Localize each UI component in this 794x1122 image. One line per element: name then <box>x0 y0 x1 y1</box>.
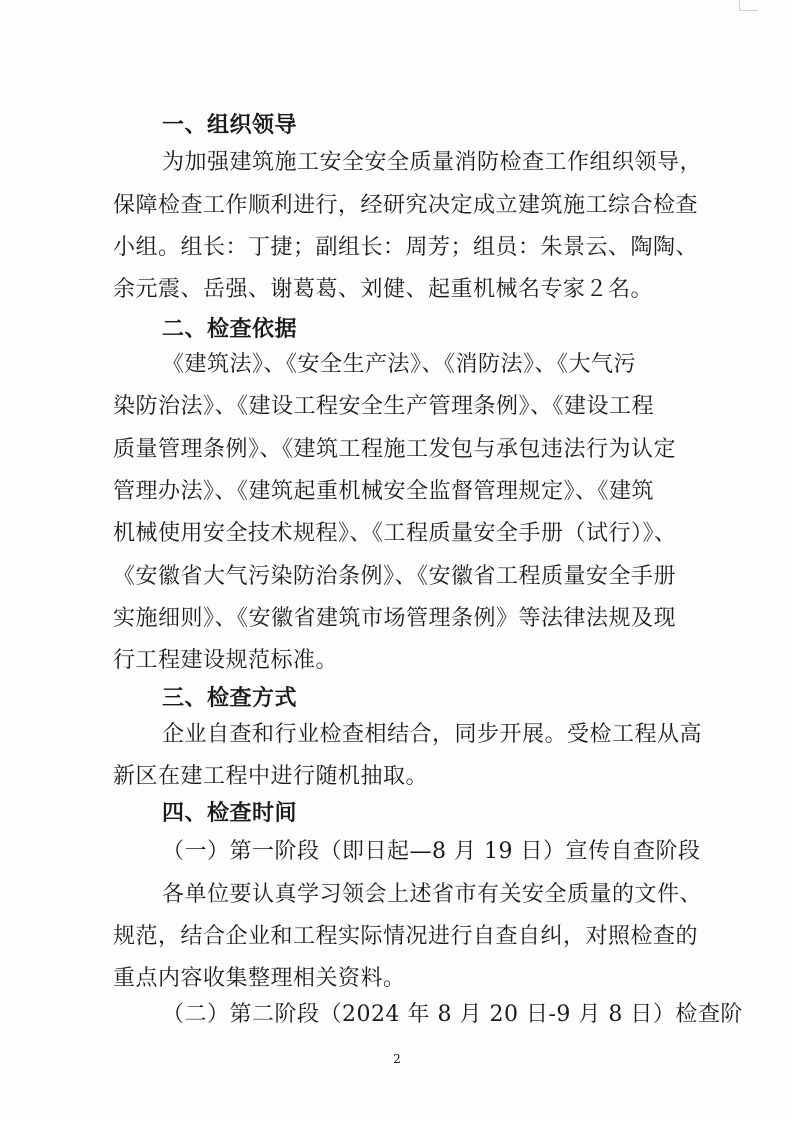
paragraph-line: 新区在建工程中进行随机抽取。 <box>113 764 429 789</box>
paragraph-line: 小组。组长：丁捷；副组长：周芳；组员：朱景云、陶陶、 <box>113 235 699 260</box>
paragraph-line: 管理办法》、《建筑起重机械安全监督管理规定》、《建筑 <box>113 479 655 504</box>
scan-corner-mark <box>739 0 758 11</box>
paragraph-line: 保障检查工作顺利进行，经研究决定成立建筑施工综合检查 <box>113 193 699 218</box>
subsection-heading-stage-two: （二）第二阶段（2024 年 8 月 20 日-9 月 8 日）检查阶 <box>162 1002 743 1027</box>
page-number: 2 <box>393 1052 401 1066</box>
paragraph-line: 机械使用安全技术规程》、《工程质量安全手册（试行）》、 <box>113 521 677 546</box>
section-heading-method: 三、检查方式 <box>162 686 298 711</box>
paragraph-line: 重点内容收集整理相关资料。 <box>113 966 406 991</box>
paragraph-line: 余元震、岳强、谢葛葛、刘健、起重机械名专家２名。 <box>113 277 654 302</box>
paragraph-line: 实施细则》、《安徽省建筑市场管理条例》等法律法规及现 <box>113 606 677 631</box>
paragraph-line: 《安徽省大气污染防治条例》、《安徽省工程质量安全手册 <box>113 564 677 589</box>
paragraph-line: 企业自查和行业检查相结合，同步开展。受检工程从高 <box>162 722 703 747</box>
paragraph-line: 行工程建设规范标准。 <box>113 648 339 673</box>
subsection-heading-stage-one: （一）第一阶段（即日起—8 月 19 日）宣传自查阶段 <box>162 839 701 864</box>
section-heading-organization: 一、组织领导 <box>162 113 298 138</box>
paragraph-line: 染防治法》、《建设工程安全生产管理条例》、《建设工程 <box>113 394 655 419</box>
section-heading-time: 四、检查时间 <box>162 801 298 826</box>
paragraph-line: 各单位要认真学习领会上述省市有关安全质量的文件、 <box>162 882 703 907</box>
paragraph-line: 质量管理条例》、《建筑工程施工发包与承包违法行为认定 <box>113 437 677 462</box>
paragraph-line: 《建筑法》、《安全生产法》、《消防法》、《大气污 <box>162 352 637 377</box>
paragraph-line: 为加强建筑施工安全安全质量消防检查工作组织领导， <box>162 150 703 175</box>
section-heading-basis: 二、检查依据 <box>162 317 298 342</box>
paragraph-line: 规范，结合企业和工程实际情况进行自查自纠，对照检查的 <box>113 924 699 949</box>
